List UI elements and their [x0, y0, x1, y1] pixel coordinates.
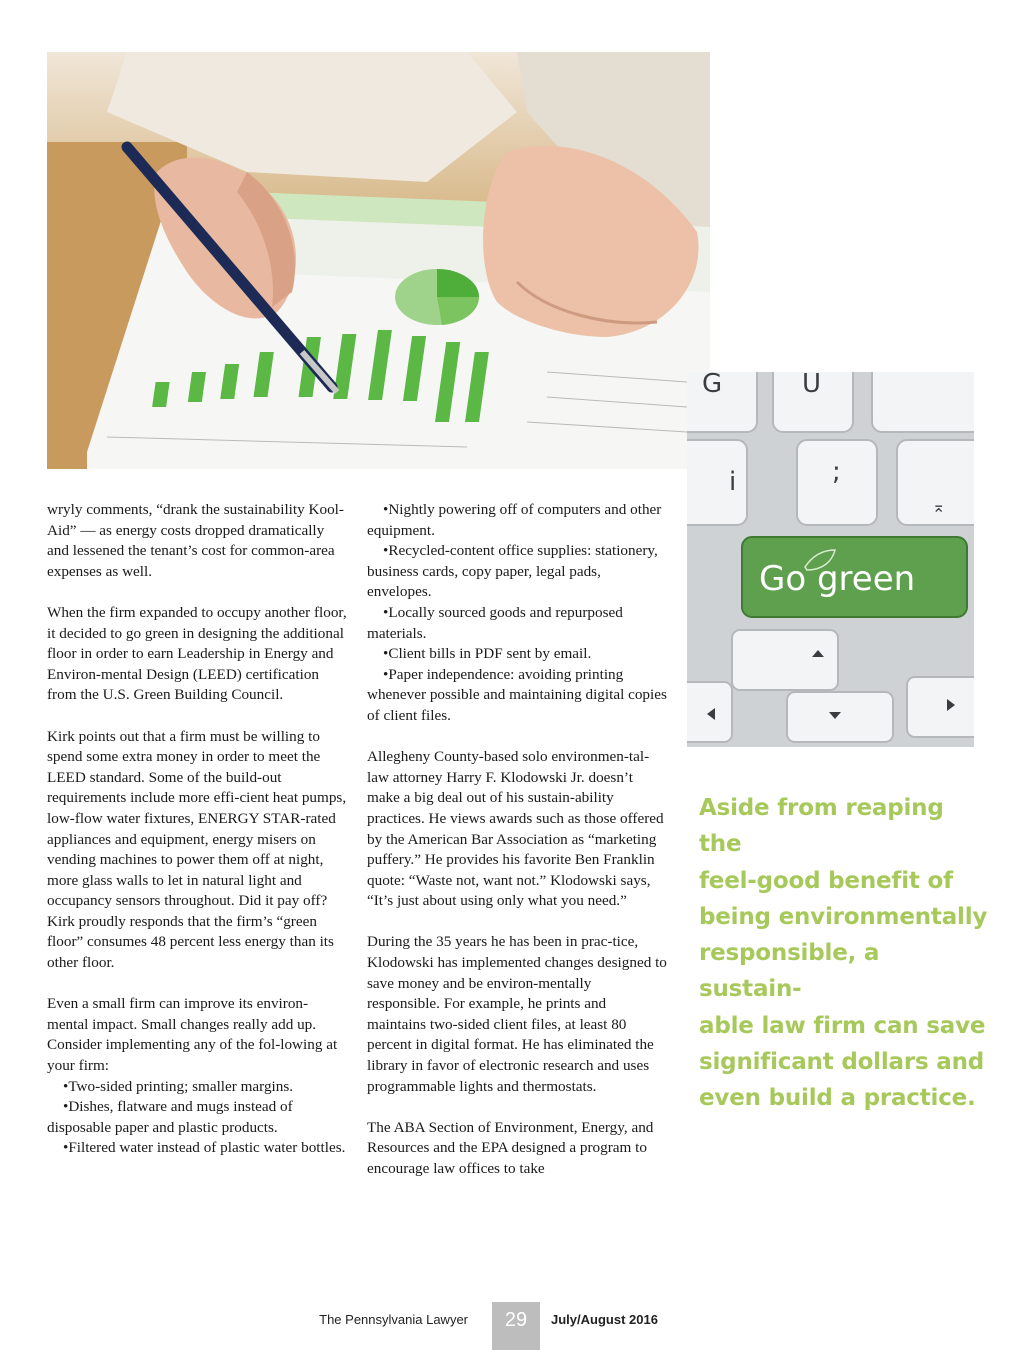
body-paragraph: Kirk points out that a firm must be willing to spend some extra money in order to meet the LEED standard. Some of the build-out requirements include more effi-cient heat pumps, low-flow water fixtures, ENERGY STAR-rated appliances and equipment, energy misers on vending machines to power them off at night, more glass walls to let in natural light and occupancy sensors throughout. Did it pay off? Kirk proudly responds that the firm’s “green floor” consumes 48 percent less energy than its other floor.: [47, 727, 347, 972]
body-paragraph: wryly comments, “drank the sustainability Kool-Aid” — as energy costs dropped dramatically and lessened the tenant’s cost for common-area expenses as well.: [47, 501, 344, 580]
bullet-item: •Two-sided printing; smaller margins.: [63, 1077, 294, 1095]
pull-quote-line: feel-good benefit of: [699, 867, 953, 894]
pull-quote-line: able law firm can save: [699, 1012, 986, 1039]
hand-writing-on-chart-photo: [47, 52, 710, 469]
bullet-item: •Dishes, flatware and mugs instead of disposable paper and plastic products.: [47, 1098, 293, 1136]
pull-quote-line: Aside from reaping the: [699, 795, 944, 858]
pull-quote-line: even build a practice.: [699, 1085, 976, 1112]
go-green-keyboard-photo: [687, 372, 974, 747]
body-column-2: [367, 500, 667, 1180]
pull-quote-line: being environmentally: [699, 903, 988, 930]
svg-text:⌅: ⌅: [932, 497, 946, 516]
svg-text:;: ;: [832, 457, 841, 487]
pull-quote-line: significant dollars and: [699, 1049, 985, 1076]
body-paragraph: Allegheny County-based solo environmen-tal-law attorney Harry F. Klodowski Jr. doesn’t make a big deal out of his sustain-ability practices. He views awards such as those offered by the American Bar Association as “marketing puffery.” He provides his favorite Ben Franklin quote: “Waste not, want not.” Klodowski says, “It’s just about using only what you need.”: [367, 748, 664, 910]
svg-text:G: G: [702, 372, 723, 399]
bullet-item: •Nightly powering off of computers and other equipment.: [367, 501, 662, 539]
publication-name: The Pennsylvania Lawyer: [319, 1312, 468, 1327]
bullet-item: •Locally sourced goods and repurposed materials.: [367, 603, 623, 642]
body-paragraph: During the 35 years he has been in prac-tice, Klodowski has implemented changes designed to save money and be environ-mentally responsible. For example, he prints and maintains two-sided client files, at least 80 percent in digital format. He has eliminated the library in favor of electronic research and uses programmable lights and thermostats.: [367, 933, 667, 1095]
body-paragraph: When the firm expanded to occupy another floor, it decided to go green in designing the additional floor in order to earn Leadership in Energy and Environ-mental Design (LEED) certification from the U.S. Green Building Council.: [47, 603, 347, 704]
issue-date: July/August 2016: [551, 1312, 658, 1327]
body-paragraph: The ABA Section of Environment, Energy, and Resources and the EPA designed a program to encourage law offices to take: [367, 1118, 654, 1177]
svg-text:U: U: [802, 372, 822, 399]
pull-quote: [699, 790, 989, 1117]
page-number: 29: [492, 1302, 540, 1350]
body-paragraph: Even a small firm can improve its environ-mental impact. Small changes really add up. Consider implementing any of the fol-lowing at your firm:: [47, 995, 338, 1075]
body-column-1: [47, 500, 347, 1159]
bullet-item: •Paper independence: avoiding printing whenever possible and maintaining digital copies of client files.: [367, 665, 667, 724]
bullet-item: •Recycled-content office supplies: stationery, business cards, copy paper, legal pads, envelopes.: [367, 542, 658, 601]
pull-quote-line: responsible, a sustain-: [699, 940, 880, 1003]
svg-text:i: i: [729, 467, 737, 497]
bullet-item: •Client bills in PDF sent by email.: [383, 645, 592, 663]
bullet-item: •Filtered water instead of plastic water bottles.: [63, 1139, 346, 1157]
go-green-key-label: Go green: [759, 559, 916, 599]
